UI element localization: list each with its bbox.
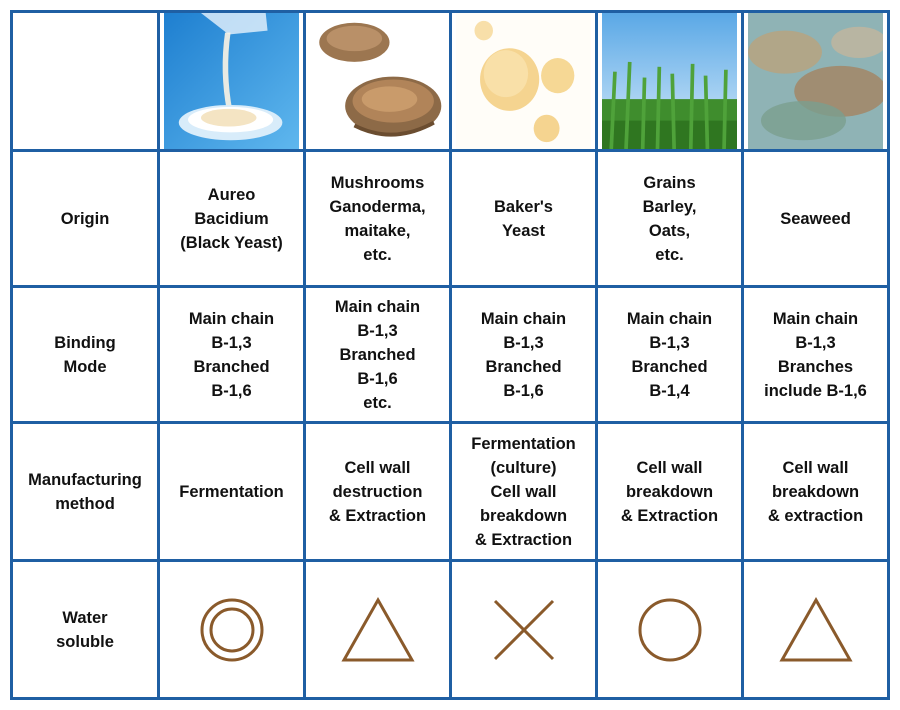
method-cell-grains: Cell wall breakdown & Extraction — [597, 423, 743, 561]
yeast-image — [451, 12, 597, 151]
origin-row-header: Origin — [12, 151, 159, 287]
double-circle-icon — [197, 595, 267, 665]
solubility-yeast — [451, 561, 597, 699]
circle-icon — [635, 595, 705, 665]
method-cell-seaweed: Cell wall breakdown & extraction — [743, 423, 889, 561]
origin-cell-grains: Grains Barley, Oats, etc. — [597, 151, 743, 287]
triangle-icon — [340, 595, 416, 665]
solubility-mushrooms — [305, 561, 451, 699]
origin-cell-seaweed: Seaweed — [743, 151, 889, 287]
binding-mode-row — [12, 287, 889, 423]
manufacturing-method-row — [12, 423, 889, 561]
beta-glucan-comparison-table — [10, 10, 890, 700]
binding-mode-row-header: Binding Mode — [12, 287, 159, 423]
image-row — [12, 12, 889, 151]
origin-cell-yeast: Baker's Yeast — [451, 151, 597, 287]
origin-row — [12, 151, 889, 287]
black-yeast-image — [159, 12, 305, 151]
binding-cell-mushrooms: Main chain B-1,3 Branched B-1,6 etc. — [305, 287, 451, 423]
water-soluble-row — [12, 561, 889, 699]
water-soluble-row-header: Water soluble — [12, 561, 159, 699]
manufacturing-method-row-header: Manufacturing method — [12, 423, 159, 561]
triangle-icon — [778, 595, 854, 665]
origin-cell-mushrooms: Mushrooms Ganoderma, maitake, etc. — [305, 151, 451, 287]
mushroom-image — [305, 12, 451, 151]
method-cell-black-yeast: Fermentation — [159, 423, 305, 561]
method-cell-yeast: Fermentation (culture) Cell wall breakdown & Extraction — [451, 423, 597, 561]
binding-cell-seaweed: Main chain B-1,3 Branches include B-1,6 — [743, 287, 889, 423]
solubility-grains — [597, 561, 743, 699]
solubility-black-yeast — [159, 561, 305, 699]
corner-empty-cell — [12, 12, 159, 151]
binding-cell-black-yeast: Main chain B-1,3 Branched B-1,6 — [159, 287, 305, 423]
barley-image — [597, 12, 743, 151]
binding-cell-yeast: Main chain B-1,3 Branched B-1,6 — [451, 287, 597, 423]
method-cell-mushrooms: Cell wall destruction & Extraction — [305, 423, 451, 561]
cross-icon — [491, 597, 557, 663]
binding-cell-grains: Main chain B-1,3 Branched B-1,4 — [597, 287, 743, 423]
seaweed-image — [743, 12, 889, 151]
origin-cell-black-yeast: Aureo Bacidium (Black Yeast) — [159, 151, 305, 287]
solubility-seaweed — [743, 561, 889, 699]
